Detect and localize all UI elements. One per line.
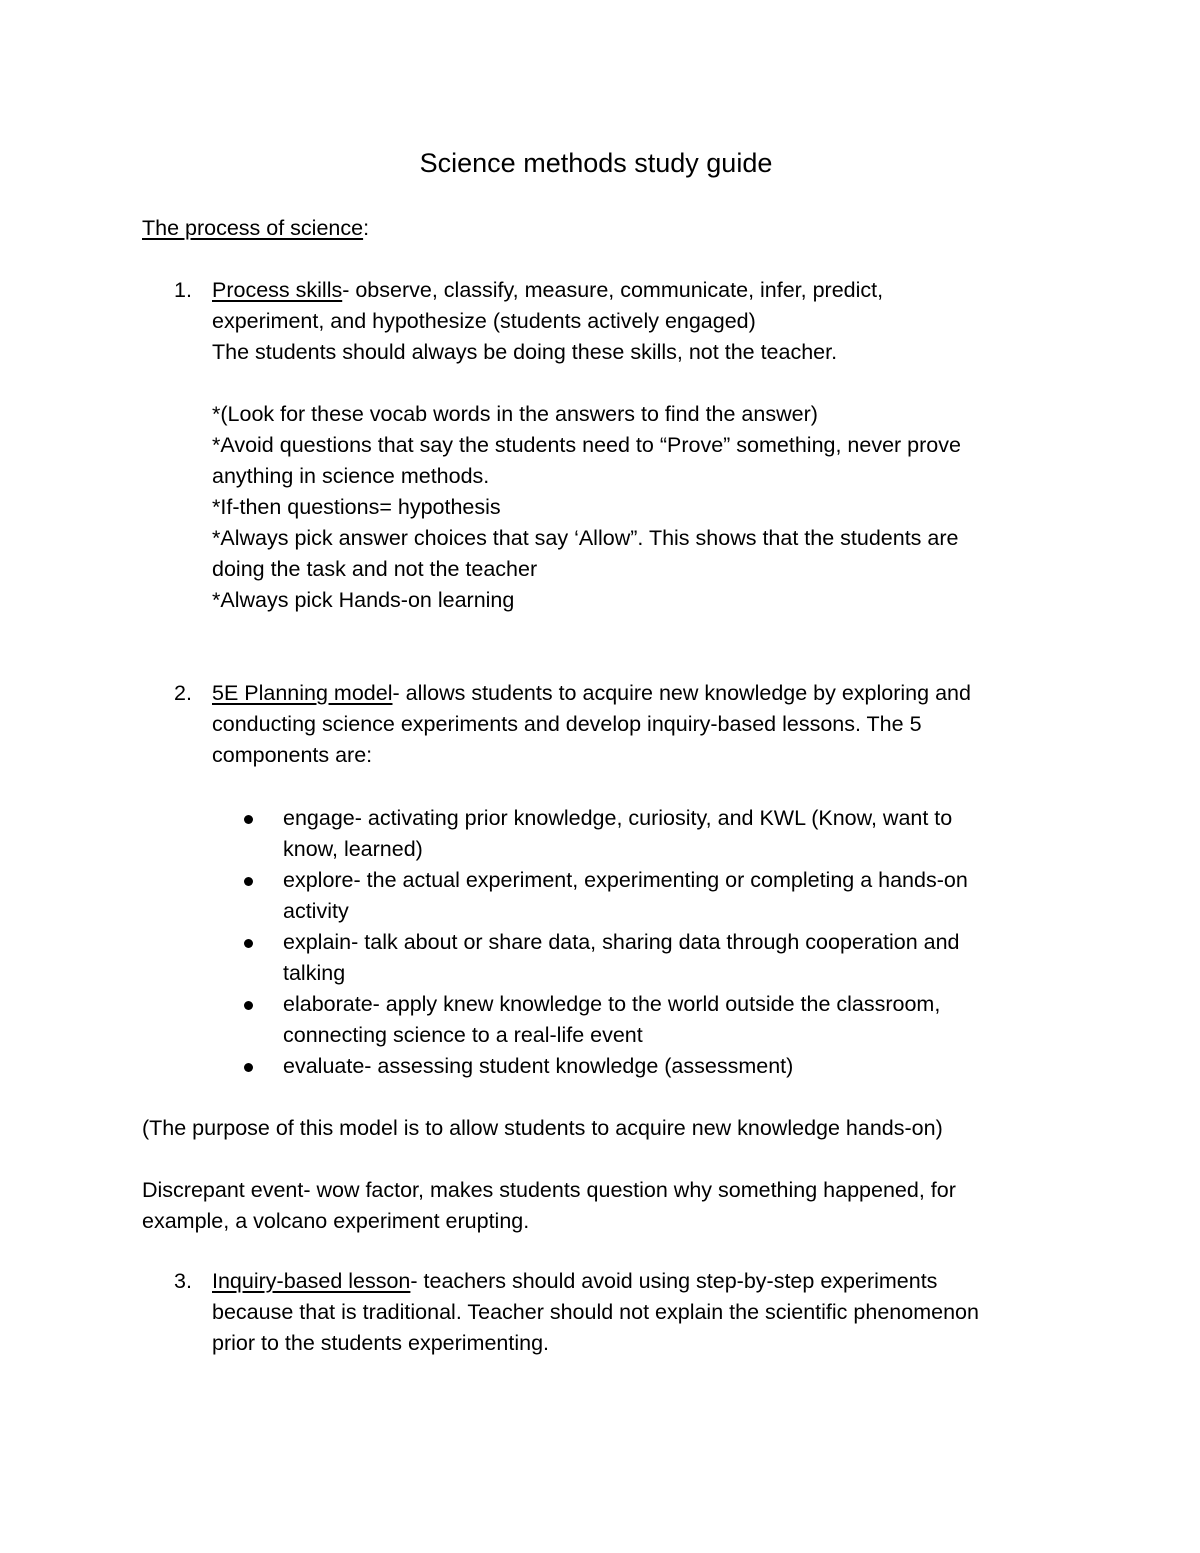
- bullet-elaborate-line-2: connecting science to a real-life event: [283, 1023, 643, 1047]
- item-3-line-1-rest: - teachers should avoid using step-by-step experiments: [410, 1269, 938, 1293]
- bullet-engage-line-1: engage- activating prior knowledge, curiosity, and KWL (Know, want to: [283, 806, 953, 830]
- item-1-note: *Always pick answer choices that say ‘Allow”. This shows that the students are: [212, 526, 959, 550]
- item-3-line-2: because that is traditional. Teacher should not explain the scientific phenomenon: [212, 1300, 979, 1324]
- discrepant-line-1: Discrepant event- wow factor, makes students question why something happened, for: [142, 1178, 956, 1202]
- bullet-elaborate-line-1: elaborate- apply knew knowledge to the world outside the classroom,: [283, 992, 941, 1016]
- item-1-note: *Avoid questions that say the students need to “Prove” something, never prove: [212, 433, 961, 457]
- item-2-number: 2.: [174, 681, 192, 705]
- item-3-term: Inquiry-based lesson: [212, 1269, 411, 1293]
- item-2-line-1: [212, 678, 971, 709]
- item-2-term: 5E Planning model: [212, 681, 393, 705]
- item-3-line-3: prior to the students experimenting.: [212, 1331, 550, 1355]
- item-1-line-1-rest: - observe, classify, measure, communicate, infer, predict,: [342, 278, 884, 302]
- bullet-evaluate-line-1: evaluate- assessing student knowledge (assessment): [283, 1054, 794, 1078]
- item-3-line-1: [212, 1266, 937, 1297]
- item-1-line-2: experiment, and hypothesize (students actively engaged): [212, 309, 756, 333]
- bullet-dot-icon: [244, 1001, 253, 1010]
- bullet-explore-line-1: explore- the actual experiment, experimenting or completing a hands-on: [283, 868, 968, 892]
- item-3-number: 3.: [174, 1269, 192, 1293]
- page-title: Science methods study guide: [419, 148, 773, 178]
- bullet-engage-line-2: know, learned): [283, 837, 423, 861]
- purpose-note: (The purpose of this model is to allow students to acquire new knowledge hands-on): [142, 1116, 943, 1140]
- item-2-line-3: components are:: [212, 743, 373, 767]
- bullet-dot-icon: [244, 1063, 253, 1072]
- section-heading-colon: :: [363, 216, 370, 240]
- item-1-term: Process skills: [212, 278, 343, 302]
- item-1-note: anything in science methods.: [212, 464, 490, 488]
- item-2-line-1-rest: - allows students to acquire new knowledge by exploring and: [392, 681, 971, 705]
- item-1-note: *(Look for these vocab words in the answers to find the answer): [212, 402, 818, 426]
- section-heading: [142, 213, 369, 244]
- item-1-line-1: [212, 275, 883, 306]
- bullet-dot-icon: [244, 939, 253, 948]
- item-1-number: 1.: [174, 278, 192, 302]
- discrepant-line-2: example, a volcano experiment erupting.: [142, 1209, 530, 1233]
- item-1-note: *If-then questions= hypothesis: [212, 495, 501, 519]
- bullet-dot-icon: [244, 815, 253, 824]
- item-2-line-2: conducting science experiments and develop inquiry-based lessons. The 5: [212, 712, 922, 736]
- item-1-note: doing the task and not the teacher: [212, 557, 538, 581]
- bullet-dot-icon: [244, 877, 253, 886]
- section-heading-text: The process of science: [142, 216, 364, 240]
- bullet-explore-line-2: activity: [283, 899, 349, 923]
- bullet-explain-line-1: explain- talk about or share data, sharing data through cooperation and: [283, 930, 960, 954]
- item-1-note: *Always pick Hands-on learning: [212, 588, 515, 612]
- bullet-explain-line-2: talking: [283, 961, 346, 985]
- item-1-line-3: The students should always be doing these skills, not the teacher.: [212, 340, 838, 364]
